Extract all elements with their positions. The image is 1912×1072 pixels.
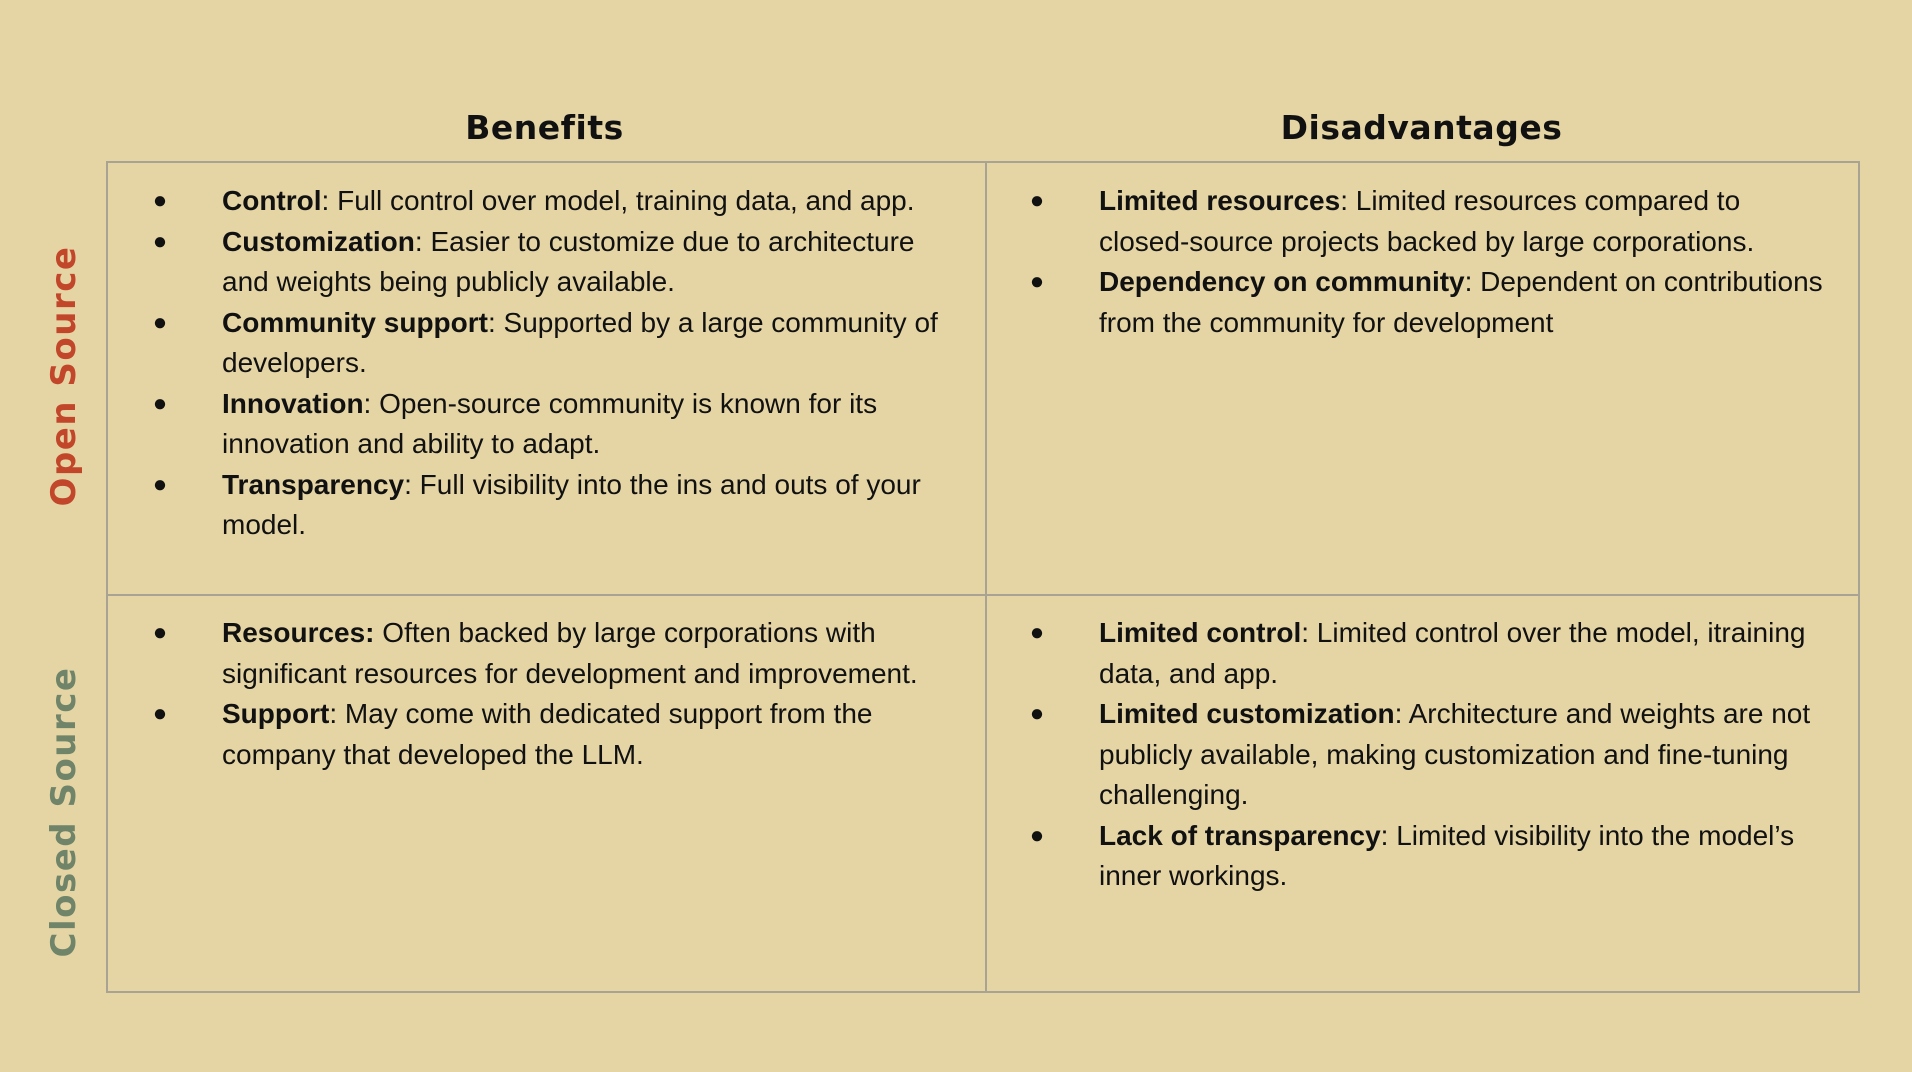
list-item (1027, 262, 1831, 343)
item-term: Limited control (1099, 617, 1302, 648)
item-term: Dependency on community (1099, 266, 1465, 297)
item-term: Community support (222, 306, 488, 338)
item-description: Limited control over the model, itraining data, and app. (1099, 617, 1806, 689)
closed-source-label-text: Closed Source (44, 666, 84, 958)
item-term: Control (222, 185, 322, 216)
item-description: Easier to customize due to architecture and weights being publicly available. (222, 225, 915, 297)
item-description: Limited visibility into the model’s inner workings. (1099, 819, 1795, 891)
item-description: Open-source community is known for its innovation and ability to adapt. (222, 387, 878, 459)
item-separator: : (1301, 617, 1310, 648)
bullet-icon: ● (152, 700, 168, 727)
bullet-icon: ● (152, 308, 168, 336)
item-description: May come with dedicated support from the company that developed the LLM. (222, 698, 873, 770)
open-source-disadvantages-list (1027, 181, 1831, 343)
item-description: Limited resources compared to closed-source projects backed by large corporations. (1099, 185, 1755, 257)
item-separator: : (488, 306, 496, 338)
item-term: Transparency (222, 468, 405, 500)
list-item (150, 613, 954, 694)
list-item (150, 694, 954, 775)
closed-source-benefits-list (150, 613, 954, 775)
item-separator: : (321, 185, 330, 216)
open-source-disadvantages-cell (1027, 181, 1849, 343)
list-item (150, 222, 954, 303)
item-separator: : (329, 698, 338, 729)
item-term: Limited customization (1099, 698, 1395, 729)
bullet-icon: ● (152, 227, 168, 255)
item-description: Often backed by large corporations with significant resources for development and improvement. (222, 617, 918, 689)
benefits-column-header: Benefits (465, 108, 624, 147)
bullet-icon: ● (152, 470, 168, 498)
item-separator: : (1464, 266, 1473, 297)
disadvantages-column-header: Disadvantages (1280, 108, 1563, 147)
bullet-icon: ● (1029, 619, 1045, 646)
bullet-icon: ● (152, 187, 168, 214)
bullet-icon: ● (1029, 700, 1045, 727)
bullet-icon: ● (1029, 268, 1045, 295)
list-item (1027, 694, 1831, 816)
item-term: Support (222, 698, 330, 729)
item-description: Full control over model, training data, and app. (329, 185, 915, 216)
item-separator: : (1394, 698, 1403, 729)
list-item (150, 384, 954, 465)
closed-source-disadvantages-cell (1027, 613, 1849, 897)
open-source-benefits-cell (150, 181, 972, 546)
bullet-icon: ● (152, 389, 168, 417)
item-separator: : (404, 468, 412, 500)
closed-source-benefits-cell (150, 613, 972, 775)
list-item (1027, 816, 1831, 897)
item-term: Lack of transparency (1099, 819, 1381, 851)
bullet-icon: ● (1029, 187, 1045, 214)
open-source-label-text: Open Source (44, 245, 84, 507)
bullet-icon: ● (152, 619, 168, 646)
item-description: Supported by a large community of developers. (222, 306, 938, 378)
item-separator: : (414, 225, 423, 257)
item-description: Dependent on contributions from the community for development (1099, 266, 1823, 338)
item-term: Resources: (222, 617, 375, 648)
grid-vertical-divider (985, 163, 987, 991)
closed-source-disadvantages-list (1027, 613, 1831, 897)
item-description: Full visibility into the ins and outs of your model. (222, 468, 921, 540)
list-item (1027, 613, 1831, 694)
list-item (1027, 181, 1831, 262)
item-separator: : (363, 387, 372, 419)
list-item (150, 465, 954, 546)
item-term: Innovation (222, 387, 364, 419)
item-separator: : (1340, 185, 1348, 216)
list-item (150, 303, 954, 384)
item-term: Customization (222, 225, 415, 257)
open-source-benefits-list (150, 181, 954, 546)
bullet-icon: ● (1029, 821, 1045, 849)
item-term: Limited resources (1099, 185, 1341, 216)
grid-horizontal-divider (108, 594, 1858, 596)
list-item (150, 181, 954, 222)
item-separator: : (1380, 819, 1389, 851)
item-description: Architecture and weights are not publicly available, making customization and fine-tuning challenging. (1099, 698, 1811, 810)
